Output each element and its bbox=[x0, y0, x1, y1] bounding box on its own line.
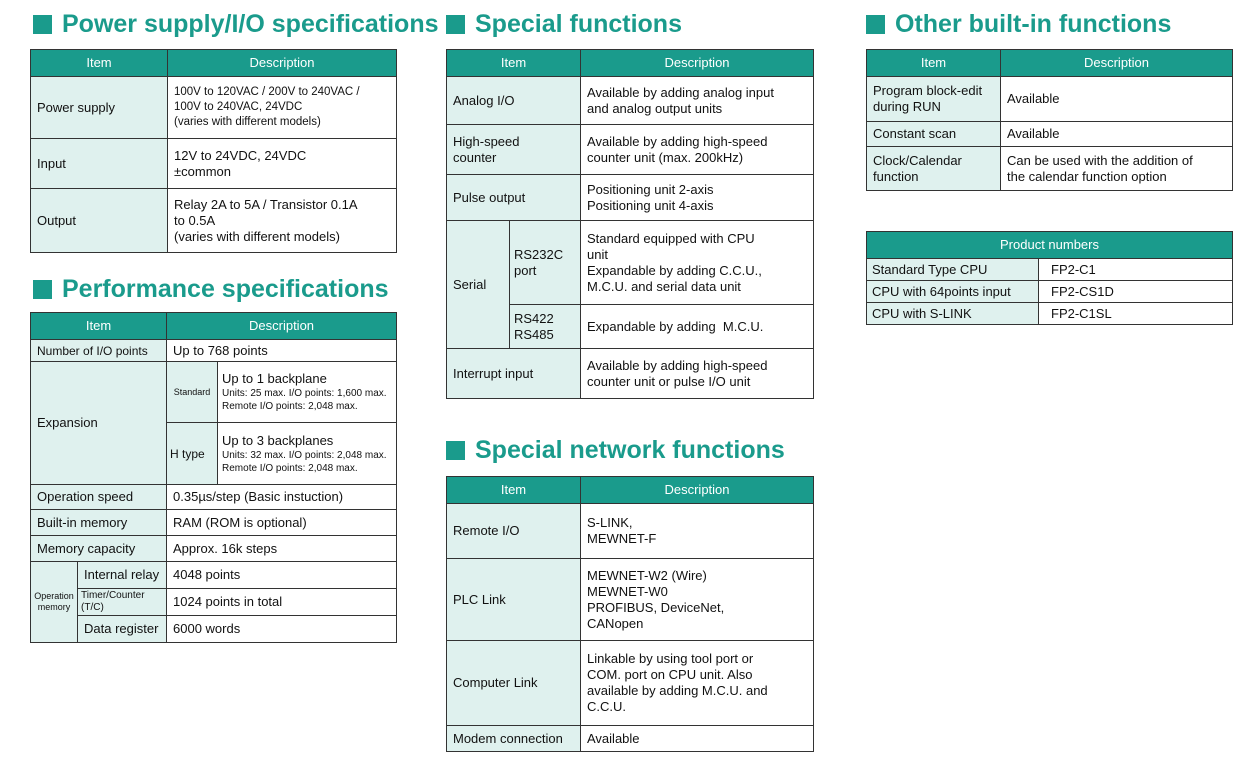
row-label: Analog I/O bbox=[447, 77, 581, 125]
row-value: Available bbox=[581, 726, 814, 752]
performance-table bbox=[30, 312, 397, 643]
row-value: 4048 points bbox=[167, 562, 397, 589]
row-label: Remote I/O bbox=[447, 504, 581, 559]
col-header-description: Description bbox=[581, 50, 814, 77]
text-line: MEWNET-W2 (Wire) bbox=[587, 567, 707, 583]
row-value: 1024 points in total bbox=[167, 589, 397, 616]
row-label bbox=[867, 77, 1001, 122]
row-value bbox=[581, 77, 814, 125]
row-label: Output bbox=[31, 189, 168, 253]
row-label: Operation speed bbox=[31, 485, 167, 510]
col-header-item: Item bbox=[31, 313, 167, 340]
row-label: Computer Link bbox=[447, 641, 581, 726]
product-code: FP2-C1 bbox=[1039, 259, 1233, 281]
col-header-description: Description bbox=[167, 313, 397, 340]
text-line: Clock/Calendar bbox=[873, 152, 962, 168]
text-line: (varies with different models) bbox=[174, 116, 321, 128]
expansion-htype-label: H type bbox=[167, 423, 218, 485]
text-line: Expandable by adding C.C.U., bbox=[587, 262, 762, 278]
text-line: port bbox=[514, 262, 537, 278]
heading-text: Power supply/I/O specifications bbox=[62, 10, 439, 38]
text-line: PROFIBUS, DeviceNet, bbox=[587, 599, 725, 615]
row-label: Constant scan bbox=[867, 122, 1001, 147]
text-line: during RUN bbox=[873, 99, 941, 114]
text-line: ±common bbox=[174, 163, 231, 179]
table-row bbox=[31, 562, 397, 589]
table-row bbox=[867, 122, 1233, 147]
table-header-row bbox=[447, 477, 814, 504]
heading-text: Special network functions bbox=[475, 436, 785, 464]
row-label: Serial bbox=[447, 221, 510, 349]
text-line: RS422 bbox=[514, 310, 554, 326]
row-value bbox=[218, 362, 397, 423]
table-row bbox=[31, 616, 397, 643]
row-label: Internal relay bbox=[78, 562, 167, 589]
product-name: CPU with S-LINK bbox=[867, 303, 1039, 325]
row-value bbox=[218, 423, 397, 485]
table-row bbox=[447, 349, 814, 399]
serial-rs232c-label bbox=[510, 221, 581, 305]
heading-text: Other built-in functions bbox=[895, 10, 1172, 38]
text-line: counter bbox=[453, 149, 497, 165]
text-line: Linkable by using tool port or bbox=[587, 651, 754, 666]
row-value bbox=[168, 77, 397, 139]
table-row bbox=[447, 221, 814, 305]
product-name: CPU with 64points input bbox=[867, 281, 1039, 303]
text-line: CANopen bbox=[587, 615, 644, 631]
row-value: 6000 words bbox=[167, 616, 397, 643]
row-label: PLC Link bbox=[447, 559, 581, 641]
text-line: (varies with different models) bbox=[174, 228, 340, 244]
table-row bbox=[447, 77, 814, 125]
col-header-item: Item bbox=[447, 477, 581, 504]
row-value: Approx. 16k steps bbox=[167, 536, 397, 562]
row-label: Interrupt input bbox=[447, 349, 581, 399]
table-row bbox=[447, 641, 814, 726]
table-row bbox=[447, 559, 814, 641]
text-line: function bbox=[873, 168, 919, 184]
heading-special-functions bbox=[446, 10, 682, 39]
table-header-row bbox=[867, 50, 1233, 77]
text-line: S-LINK, bbox=[587, 515, 633, 530]
row-label bbox=[867, 147, 1001, 191]
text-line: Available by adding high-speed bbox=[587, 133, 768, 149]
product-code: FP2-C1SL bbox=[1039, 303, 1233, 325]
row-value bbox=[581, 504, 814, 559]
row-value: Available bbox=[1001, 122, 1233, 147]
row-value bbox=[1001, 147, 1233, 191]
heading-square-icon bbox=[33, 280, 52, 299]
table-header-row bbox=[447, 50, 814, 77]
col-header-item: Item bbox=[867, 50, 1001, 77]
row-label: Pulse output bbox=[447, 175, 581, 221]
row-value bbox=[581, 349, 814, 399]
text-line: Positioning unit 4-axis bbox=[587, 197, 714, 213]
table-row bbox=[31, 510, 397, 536]
product-numbers-header: Product numbers bbox=[867, 232, 1233, 259]
text-line: C.C.U. bbox=[587, 699, 626, 714]
text-line: Program block-edit bbox=[873, 83, 983, 98]
row-value: Available bbox=[1001, 77, 1233, 122]
text-line: Positioning unit 2-axis bbox=[587, 181, 714, 197]
text-line: to 0.5A bbox=[174, 212, 216, 228]
row-label bbox=[447, 125, 581, 175]
table-row bbox=[31, 536, 397, 562]
text-line: COM. port on CPU unit. Also bbox=[587, 667, 753, 682]
row-value: RAM (ROM is optional) bbox=[167, 510, 397, 536]
table-header-row bbox=[867, 232, 1233, 259]
row-label: Input bbox=[31, 139, 168, 189]
table-row bbox=[867, 259, 1233, 281]
table-row bbox=[31, 189, 397, 253]
text-line: unit bbox=[587, 246, 608, 262]
row-label: Modem connection bbox=[447, 726, 581, 752]
table-row bbox=[447, 125, 814, 175]
expansion-standard-label: Standard bbox=[167, 362, 218, 423]
network-functions-table bbox=[446, 476, 814, 752]
table-row bbox=[31, 589, 397, 616]
col-header-description: Description bbox=[1001, 50, 1233, 77]
text-line: Standard equipped with CPU bbox=[587, 230, 755, 246]
text-line: 12V to 24VDC, 24VDC bbox=[174, 147, 307, 163]
product-numbers-table bbox=[866, 231, 1233, 325]
text-line: Remote I/O points: 2,048 max. bbox=[222, 462, 358, 474]
row-label: Timer/Counter (T/C) bbox=[78, 589, 167, 616]
row-label: Data register bbox=[78, 616, 167, 643]
row-label: Power supply bbox=[31, 77, 168, 139]
text-line: Units: 25 max. I/O points: 1,600 max. bbox=[222, 388, 387, 399]
heading-network-functions bbox=[446, 436, 785, 465]
table-row bbox=[31, 362, 397, 423]
product-name: Standard Type CPU bbox=[867, 259, 1039, 281]
row-label: Built-in memory bbox=[31, 510, 167, 536]
text-line: 100V to 120VAC / 200V to 240VAC / bbox=[174, 86, 360, 98]
special-functions-table bbox=[446, 49, 814, 399]
heading-power-supply bbox=[33, 10, 439, 39]
col-header-item: Item bbox=[31, 50, 168, 77]
row-value bbox=[581, 125, 814, 175]
row-label: Number of I/O points bbox=[31, 340, 167, 362]
text-line: RS485 bbox=[514, 326, 554, 342]
row-value: 0.35µs/step (Basic instuction) bbox=[167, 485, 397, 510]
col-header-description: Description bbox=[168, 50, 397, 77]
text-line: Can be used with the addition of bbox=[1007, 152, 1193, 168]
text-line: M.C.U. and serial data unit bbox=[587, 278, 741, 294]
row-label: Memory capacity bbox=[31, 536, 167, 562]
row-value bbox=[581, 221, 814, 305]
heading-square-icon bbox=[446, 15, 465, 34]
product-code: FP2-CS1D bbox=[1039, 281, 1233, 303]
row-value bbox=[581, 559, 814, 641]
text-line: RS232C bbox=[514, 246, 564, 262]
table-row bbox=[867, 281, 1233, 303]
serial-rs422-label bbox=[510, 305, 581, 349]
table-row bbox=[31, 485, 397, 510]
table-row bbox=[447, 504, 814, 559]
text-line: MEWNET-W0 bbox=[587, 583, 668, 599]
row-label: Expansion bbox=[31, 362, 167, 485]
table-row bbox=[31, 340, 397, 362]
text-line: Units: 32 max. I/O points: 2,048 max. bbox=[222, 449, 387, 461]
text-line: High-speed bbox=[453, 133, 520, 149]
text-line: counter unit or pulse I/O unit bbox=[587, 373, 751, 389]
power-supply-table bbox=[30, 49, 397, 253]
row-value: Expandable by adding M.C.U. bbox=[581, 305, 814, 349]
table-row bbox=[867, 303, 1233, 325]
col-header-item: Item bbox=[447, 50, 581, 77]
heading-text: Special functions bbox=[475, 10, 682, 38]
row-value bbox=[581, 641, 814, 726]
table-row bbox=[867, 147, 1233, 191]
row-value bbox=[581, 175, 814, 221]
text-line: counter unit (max. 200kHz) bbox=[587, 149, 744, 165]
heading-performance bbox=[33, 275, 389, 304]
table-header-row bbox=[31, 313, 397, 340]
row-value bbox=[168, 189, 397, 253]
row-value: Up to 768 points bbox=[167, 340, 397, 362]
text-line: Relay 2A to 5A / Transistor 0.1A bbox=[174, 196, 358, 212]
row-value bbox=[168, 139, 397, 189]
text-line: available by adding M.C.U. and bbox=[587, 683, 768, 698]
heading-square-icon bbox=[866, 15, 885, 34]
table-row bbox=[867, 77, 1233, 122]
table-row bbox=[31, 139, 397, 189]
table-row bbox=[31, 77, 397, 139]
heading-text: Performance specifications bbox=[62, 275, 389, 303]
text-line: MEWNET-F bbox=[587, 531, 657, 546]
text-line: Up to 3 backplanes bbox=[222, 432, 334, 448]
operation-memory-label: Operation memory bbox=[31, 562, 78, 643]
text-line: Available by adding high-speed bbox=[587, 357, 768, 373]
table-row bbox=[447, 175, 814, 221]
text-line: Remote I/O points: 2,048 max. bbox=[222, 401, 358, 412]
table-row bbox=[447, 726, 814, 752]
other-functions-table bbox=[866, 49, 1233, 191]
text-line: Up to 1 backplane bbox=[222, 371, 327, 386]
heading-square-icon bbox=[33, 15, 52, 34]
heading-other-functions bbox=[866, 10, 1171, 39]
text-line: Available by adding analog input bbox=[587, 84, 774, 100]
table-header-row bbox=[31, 50, 397, 77]
text-line: and analog output units bbox=[587, 100, 723, 116]
col-header-description: Description bbox=[581, 477, 814, 504]
text-line: 100V to 240VAC, 24VDC bbox=[174, 101, 303, 113]
heading-square-icon bbox=[446, 441, 465, 460]
text-line: the calendar function option bbox=[1007, 168, 1167, 184]
